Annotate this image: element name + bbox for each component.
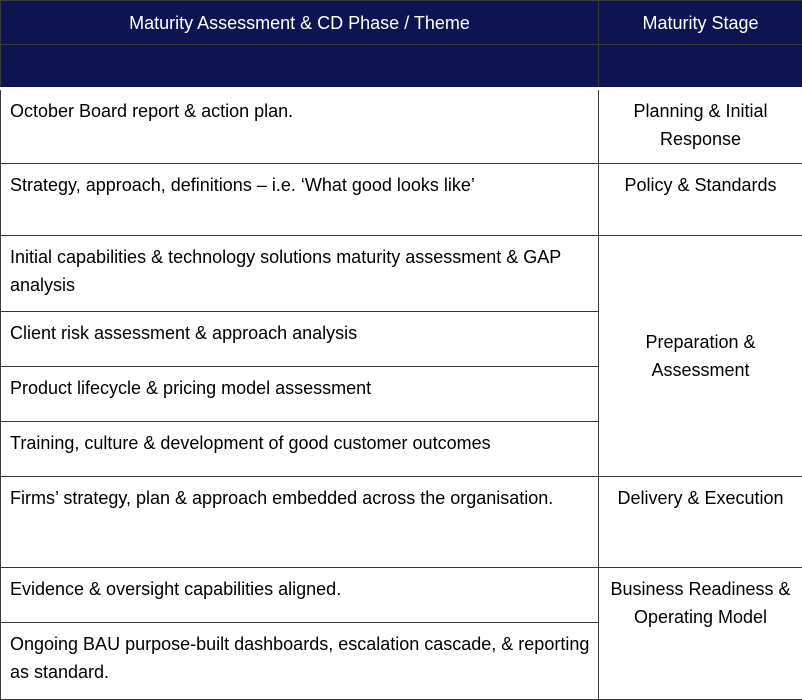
table-row <box>1 477 802 568</box>
header-phase-theme: Maturity Assessment & CD Phase / Theme <box>1 1 599 45</box>
phase-cell: Evidence & oversight capabilities aligned. <box>1 568 599 623</box>
table-row <box>1 164 802 236</box>
phase-cell: Ongoing BAU purpose-built dashboards, escalation cascade, & reporting as standard. <box>1 623 599 700</box>
phase-cell: Firms’ strategy, plan & approach embedded across the organisation. <box>1 477 599 568</box>
header-row <box>1 1 802 45</box>
stage-cell: Planning & Initial Response <box>599 89 802 164</box>
stage-cell: Delivery & Execution <box>599 477 802 568</box>
stage-cell: Preparation & Assessment <box>599 236 802 477</box>
stage-cell: Business Readiness & Operating Model <box>599 568 802 700</box>
phase-cell: October Board report & action plan. <box>1 89 599 164</box>
phase-cell: Strategy, approach, definitions – i.e. ‘What good looks like’ <box>1 164 599 236</box>
table-row <box>1 568 802 623</box>
header-maturity-stage: Maturity Stage <box>599 1 802 45</box>
header-band-cell <box>1 45 599 89</box>
table-row <box>1 236 802 312</box>
phase-cell: Initial capabilities & technology solutions maturity assessment & GAP analysis <box>1 236 599 312</box>
header-band-row <box>1 45 802 89</box>
stage-cell: Policy & Standards <box>599 164 802 236</box>
phase-cell: Client risk assessment & approach analysis <box>1 312 599 367</box>
table-row <box>1 89 802 164</box>
phase-cell: Product lifecycle & pricing model assessment <box>1 367 599 422</box>
header-band-cell <box>599 45 802 89</box>
phase-cell: Training, culture & development of good customer outcomes <box>1 422 599 477</box>
